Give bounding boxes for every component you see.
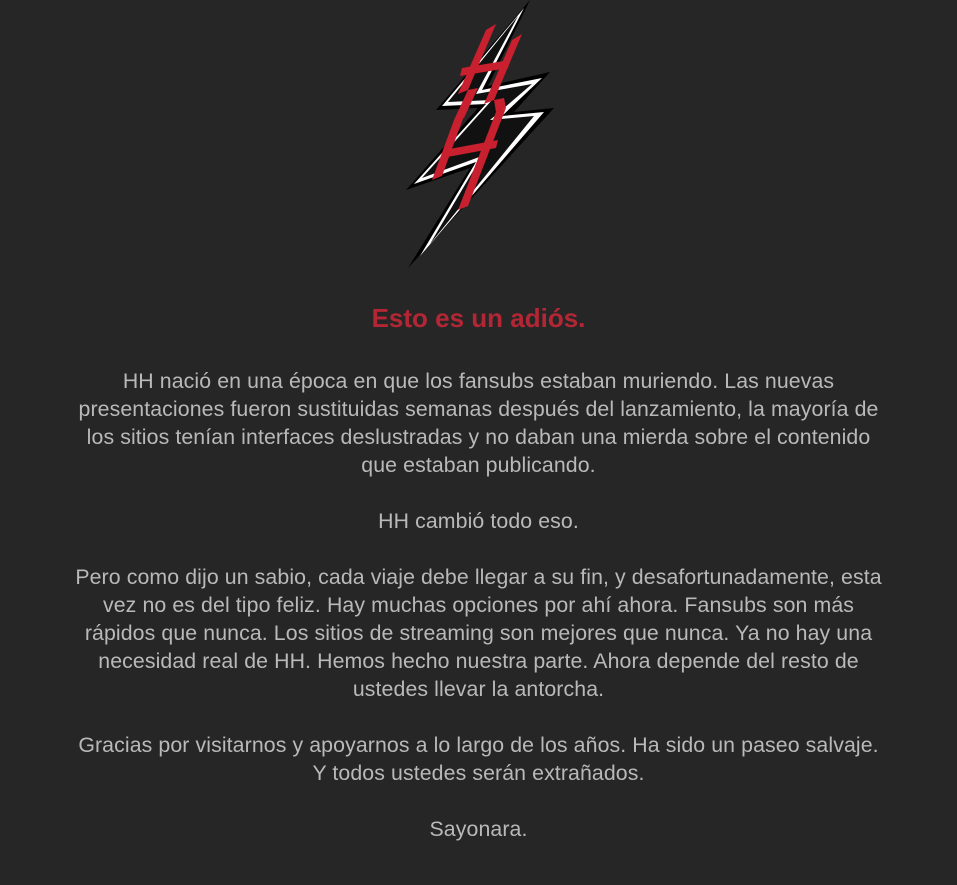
paragraph-sayonara: Sayonara. xyxy=(429,817,528,841)
paragraph-history: HH nació en una época en que los fansubs estaban muriendo. Las nuevas presentaciones fueron sustituidas semanas después del lanzamiento, la mayoría de los sitios tenían interfaces deslustradas y no daban una mierda sobre el contenido que estaban publicando. xyxy=(78,369,879,477)
paragraph-ending: Pero como dijo un sabio, cada viaje debe llegar a su fin, y desafortunadamente, esta vez no es del tipo feliz. Hay muchas opciones por ahí ahora. Fansubs son más rápidos que nunca. Los sitios de streaming son mejores que nunca. Ya no hay una necesidad real de HH. Hemos hecho nuestra parte. Ahora depende del resto de ustedes llevar la antorcha. xyxy=(75,565,882,701)
farewell-message xyxy=(70,367,887,871)
paragraph-change: HH cambió todo eso. xyxy=(378,509,579,533)
page-title: Esto es un adiós. xyxy=(371,303,586,333)
paragraph-thanks: Gracias por visitarnos y apoyarnos a lo largo de los años. Ha sido un paseo salvaje. Y todos ustedes serán extrañados. xyxy=(78,733,879,785)
hh-lightning-logo-icon xyxy=(398,0,560,268)
